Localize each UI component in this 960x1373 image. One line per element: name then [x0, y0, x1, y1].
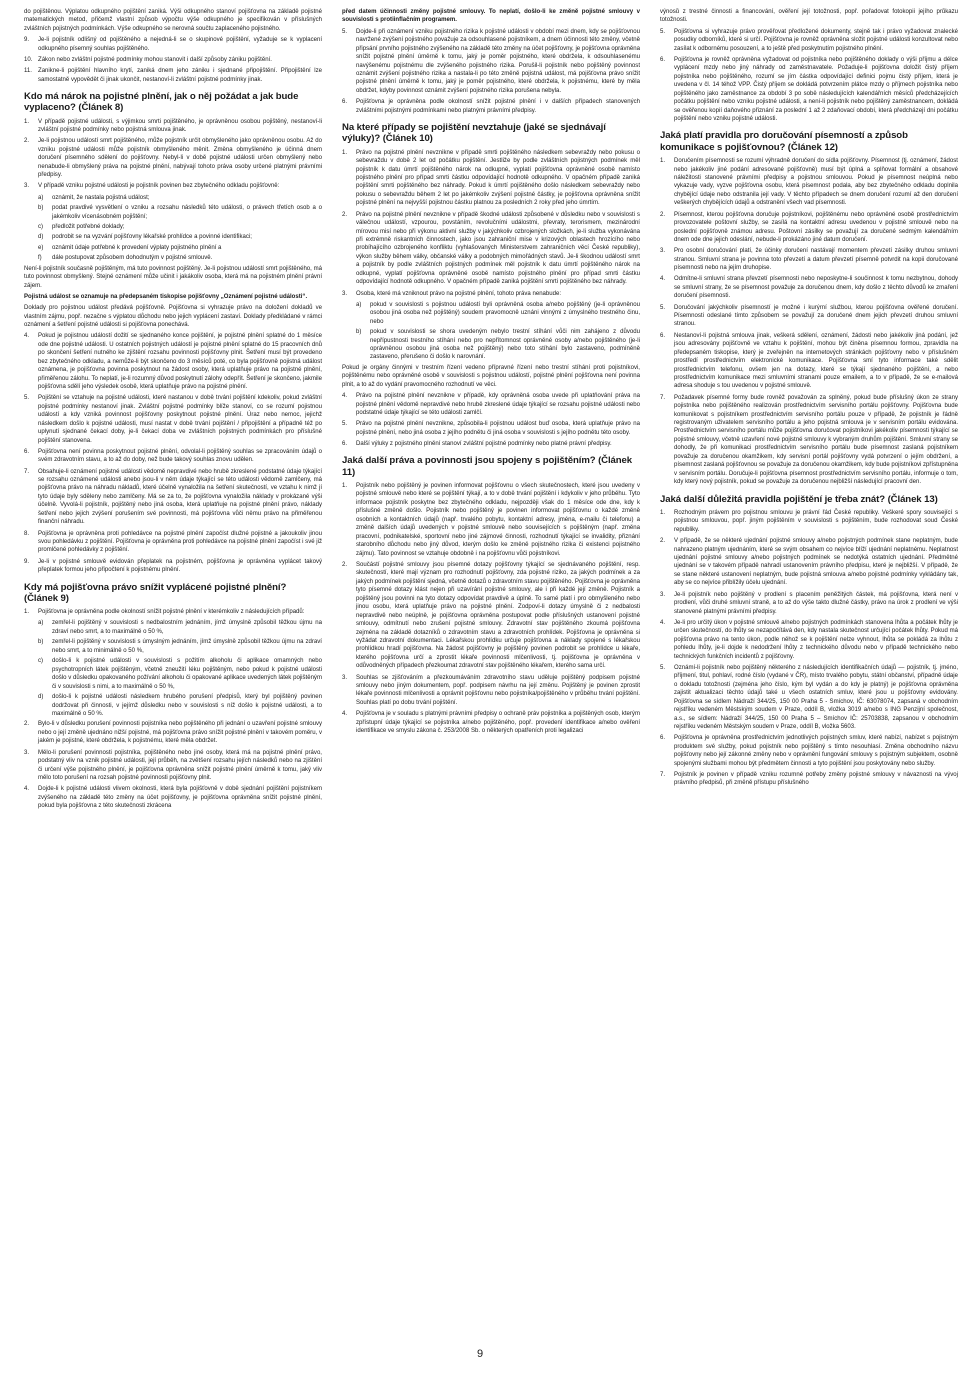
- list-item: [660, 537, 958, 588]
- item-number: 1.: [660, 158, 666, 165]
- item-text: Dojde-li při oznámení vzniku pojistného rizika k pojistné události v období mezi dnem, kdy se pojišťovnou navržené zvýšení pojistného považuje za odsouhlasené pojistníkem, a dnem účinnosti této změny, včetně připsání prvního pojistného zvýšeného na základě této změny na účet pojišťovny, je pojišťovna oprávněna snížit pojistné plnění úměrně k tomu, jaký je poměr pojistného, které obdržela, k odsouhlasenému navýšenému pojistnému dle zvýšeného pojistného rizika. Porušil-li pojistník nebo pojištěný povinnost oznámit zvýšení pojistného rizika a nastala-li po této změně pojistná událost, má pojišťovna právo snížit pojistné plnění úměrně k tomu, jaký je poměr pojistného, které obdržela, k pojistnému, které by měla obdržet, kdyby povinnost oznámit zvýšení pojistného rizika porušena nebyla.: [356, 28, 640, 94]
- item-text: Další výluky z pojistného plnění stanoví zvláštní pojistné podmínky nebo platné právní předpisy.: [356, 440, 612, 447]
- list-item: [342, 674, 640, 708]
- item-number: 1.: [24, 609, 30, 616]
- item-text: Zanikne-li pojištění hlavního krytí, zaniká dnem jeho zániku i sjednané připojištění. Připojištění lze samostatně vypovědět či jinak ukončit, nestanoví-li zvláštní pojistné podmínky jinak.: [38, 68, 322, 83]
- item-text: Osoba, které má vzniknout právo na pojistné plnění, tohoto práva nenabude:: [356, 290, 562, 297]
- item-number: 5.: [660, 664, 666, 671]
- sub-item-letter: a): [356, 301, 362, 308]
- item-number: 7.: [660, 771, 666, 778]
- item-number: 5.: [24, 395, 30, 402]
- list-item: [660, 211, 958, 245]
- item-number: 2.: [660, 211, 666, 218]
- sub-item-text: oznámit, že nastala pojistná událost;: [52, 194, 150, 201]
- item-text: Pojišťovna je oprávněna prostřednictvím jednotlivých pojistných smluv, které nabízí, nabízet s pojistným produktem své služby, pokud pojistník nebo pojištěný s tímto nesouhlasí. Změna obchodního názvu pojišťovny nebo její zákonné změny nebo v oprávnění fungování smlouvy s pojistným subjektem, osobně spojenými službami mohou být předmětem činnosti a tyto pojištění jsou poskytovány nebo služby.: [674, 735, 958, 767]
- item-text: Pro osobní doručování platí, že účinky doručení nastávají momentem převzetí zásilky druhou smluvní stranou. Smluvní strana je povinna toto převzetí a datum převzetí písemně potvrdit na kopii doručované písemnosti nebo na jejím druhopise.: [674, 248, 958, 272]
- section-heading-article-12: Jaká platí pravidla pro doručování písemností a způsob komunikace s pojišťovnou? (Článek 12): [660, 130, 908, 153]
- list-item: [342, 98, 640, 115]
- item-text: Pokud je pojistnou událostí dožití se sjednaného konce pojištění, je pojistné plnění splatné do 1 měsíce ode dne pojistné události. U ostatních pojistných událostí je pojistné plnění splatné do 15 pracovních dnů po skončení šetření nutného ke zjištění rozsahu povinnosti pojišťovny plnit. Šetření musí být provedeno bez zbytečného odkladu, a nemůže-li být skončeno do 3 měsíců poté, co byla pojišťovně pojistná událost oznámena, je pojišťovna povinna poskytnout na žádost osoby, která uplatňuje právo na pojistné plnění, přiměřenou zálohu. To neplatí, je-li rozumný důvod poskytnutí zálohy odepřít. Šetření je skončeno, jakmile pojišťovna sdělí jeho výsledek osobě, která uplatňuje právo na pojistné plnění.: [38, 333, 322, 391]
- column-middle: [342, 8, 640, 1326]
- list-item: [24, 332, 322, 391]
- item-list: [660, 28, 958, 124]
- item-number: 1.: [660, 509, 666, 516]
- item-list: [660, 509, 958, 788]
- sub-list-item: [38, 638, 322, 655]
- sub-list-item: [38, 233, 322, 241]
- item-number: 2.: [342, 561, 348, 568]
- list-item: [660, 394, 958, 487]
- sub-list-item: [38, 254, 322, 262]
- item-text: Pojišťovna není povinna poskytnout pojistné plnění, odvolal-li pojištěný souhlas se zpracováním údajů o svém zdravotním stavu, a to až do doby, než bude takový souhlas znovu udělen.: [38, 448, 322, 464]
- item-text: Je-li v pojistné smlouvě evidován přeplatek na pojistném, pojišťovna je oprávněna vyplácet takový přeplatek formou jeho připočtení k pojistnému plnění.: [38, 558, 322, 574]
- paragraph: před datem účinnosti změny pojistné smlouvy. To neplatí, došlo-li ke změně pojistné smlouvy v souvislosti s protiinflačním programem.: [342, 9, 640, 24]
- section-heading-article-8: Kdo má nárok na pojistné plnění, jak o něj požádat a jak bude vyplaceno? (Článek 8): [24, 91, 299, 114]
- item-number: 4.: [342, 393, 348, 400]
- paragraph: Doklady pro pojistnou událost předává pojišťovně. Pojišťovna si vyhrazuje právo na doložení dokladů ve vlastním zájmu, popř. nezačne s výplatou důchodu nebo jejich vyplácení zastaví. Doklady předkládané v rámci oznámení a šetření pojistné události si pojišťovna ponechává.: [24, 305, 322, 329]
- list-item: [24, 182, 322, 190]
- sub-item-text: podat pravdivé vysvětlení o vzniku a rozsahu následků této události, o právech třetích osob a o jakémkoliv vícenásobném pojištění;: [52, 205, 322, 220]
- item-text: Pojistník je povinen v případě vzniku rozumné potřeby změny pojistné smlouvy v návaznosti na vývoj právního předpisů, při změně přístupu příslušného: [674, 771, 958, 787]
- sub-list-item: [38, 204, 322, 221]
- section-heading-article-11: Jaká další práva a povinnosti jsou spojeny s pojištěním? (Článek 11): [342, 455, 633, 478]
- section-heading-article-9: Kdy má pojišťovna právo snížit vyplácené pojistné plnění? (Článek 9): [24, 581, 287, 604]
- list-item: [342, 561, 640, 671]
- sub-item-text: podrobit se na vyzvání pojišťovny lékařské prohlídce a povinné identifikaci;: [52, 234, 252, 241]
- list-item: [24, 749, 322, 783]
- item-list: [342, 482, 640, 736]
- item-text: Rozhodným právem pro pojistnou smlouvu je právní řád České republiky. Veškeré spory související s pojistnou smlouvou, popř. jiným pojištěním v souvislosti s pojištěním, bude rozhodovat soud České republiky.: [674, 509, 958, 533]
- sub-list-item: [356, 301, 640, 326]
- item-number: 11.: [24, 68, 32, 75]
- item-number: 4.: [24, 786, 30, 793]
- item-text: Mělo-li porušení povinnosti pojistníka, pojištěného nebo jiné osoby, která má na pojistné plnění právo, podstatný vliv na vznik pojistné události, její průběh, na zvětšení rozsahu jejích následků nebo na zjištění či určení výše pojistného plnění, je pojišťovna oprávněna snížit pojistné plnění úměrně k tomu, jaký vliv mělo toto porušení na rozsah pojistné povinnosti pojišťovny plnit.: [38, 749, 322, 781]
- item-text: Zákon nebo zvláštní pojistné podmínky mohou stanovit i další způsoby zániku pojištění.: [38, 56, 272, 63]
- item-list: [342, 392, 640, 448]
- sub-item-letter: b): [38, 639, 44, 646]
- item-text: Pojištění se vztahuje na pojistné události, které nastanou v době trvání pojištění kdekoliv, pokud zvláštní pojistné podmínky nestanoví jinak. Zvláštní pojistné podmínky blíže stanoví, co se rozumí pojistnou událostí a kdy vzniká povinnost pojišťovny poskytnout pojistné plnění. Úraz nebo nemoc, jejichž následkem došlo k pojistné události, musí nastat v době trvání pojištění / připojištění a případně též po uplynutí sjednané čekací doby, je-li čekací doba ve zvláštních pojistných podmínkách pro příslušné pojištění stanovena.: [38, 395, 322, 444]
- item-number: 5.: [342, 28, 348, 35]
- item-text: Doručením písemnosti se rozumí výhradně doručení do sídla pojišťovny. Písemnost (tj. oznámení, žádost nebo jakékoliv jiné podání adresované pojišťovně) musí být úplná a splňovat formální a obsahové náležitosti stanovené právními předpisy a pojistnou smlouvou. Pokud je písemnost neúplná nebo vykazuje vady, vyzve pojišťovna osobu, která písemnost podala, aby bez zbytečného odkladu doplnila chybějící údaje nebo odstranila její vady. V těchto případech se dnem doručení rozumí až den doručení veškerých chybějících údajů a odstranění všech vad písemnosti.: [674, 158, 958, 207]
- sub-item-text: pokud v souvislosti s pojistnou událostí byli oprávněná osoba a/nebo pojištěný (je-li oprávněnou osobou jiná osoba než pojištěný) soudem pravomocně uznáni vinnými z úmyslného trestného činu, nebo: [370, 301, 640, 325]
- item-list: [24, 36, 322, 84]
- section-heading-article-13: Jaká další důležitá pravidla pojištění je třeba znát? (Článek 13): [660, 493, 938, 505]
- item-text: V případě vzniku pojistné události je pojistník povinen bez zbytečného odkladu pojišťovně:: [38, 183, 280, 190]
- item-text: Právo na pojistné plnění nevznikne v případě škodné události způsobené v důsledku nebo v souvislosti s válečnou událostí, vzpourou, povstáním, revolučními událostmi, převraty, terorismem, mezinárodní mírovou misí nebo při výkonu aktivní služby v jakýchkoliv ozbrojených složkách, je-li služba vykonávána při extrémně riskantních činnostech, jako jsou zahraniční mise v krizových oblastech hrozícího nebo probíhajícího ozbrojeného konfliktu (vyhlašovaných Ministerstvem zahraničních věcí České republiky), výkon služby během války, občanské války a podobných mimořádných stavů. Je-li škodnou událostí smrt a pojistník by podle zvláštních pojistných podmínek měl pojistník k datu úmrtí pojištěného nárok na odkupné, vyplatí pojišťovna oprávněné osobě namísto pojistného plnění pro případ smrti částku odpovídající hodnotě odkupného. V opačném případě zaniká pojištění smrti pojištěného bez náhrady.: [356, 211, 640, 286]
- item-text: Pojistník nebo pojištěný je povinen informovat pojišťovnu o všech skutečnostech, které jsou uvedeny v pojistné smlouvě nebo které se pojištění týkají, a to v době trvání pojištění i kdykoliv v jeho průběhu. Tyto informace pojistník poskytne bez zbytečného odkladu, nejpozději však do 1 měsíce ode dne, kdy k příslušné změně došlo. Pojistník nebo pojištěný je povinen informovat pojišťovnu o každé změně osobních a kontaktních údajů (např. trvalého pobytu, kontaktní adresy, jména, e-mailu či telefonu) a změně dalších údajů uvedených v pojistné smlouvě nebo souvisejících s pojištěným (např. změna pracovní, podnikatelské, sportovní nebo jiné zájmové činnosti, rozhodnutí týkající se invalidity, přiznání starobního důchodu nebo jiný důvod, kterým došlo ke změně pojistného rizika či existenci pojistného zájmu). Tato povinnost se vztahuje obdobně i na pojišťovnu vůči pojistníkovi.: [356, 483, 640, 557]
- item-text: Součástí pojistné smlouvy jsou písemné dotazy pojišťovny týkající se sjednávaného pojištění, resp. skutečností, které mají význam pro rozhodnutí pojišťovny, zda pojistné riziko, za jakých podmínek a za jakých podmínek pojištění sjedná, včetně dotazů o zdravotním stavu pojištěného. Pojišťovna je oprávněna tyto písemné dotazy klást nejen při uzavírání pojistné smlouvy, ale i při každé její změně. Pojistník a pojištěný jsou povinni na tyto dotazy odpovídat pravdivě a úplně. To samé platí i pro obmyšleného nebo jinou osobu, která uplatňuje právo na pojistné plnění. Zodpoví-li dotazy úmyslně či z nedbalosti nepravdivě nebo neúplně, je pojišťovna oprávněna postupovat podle příslušných ustanovení pojistné smlouvy, odmítnutí nebo zrušení pojistné smlouvy. Zdravotní stav pojištěného zkoumá pojišťovna zejména na základě dotazníků o zdravotním stavu a zdravotních prohlídek. Pojišťovna je oprávněna si vyžádat zdravotní dokumentaci. Lékařskou prohlídku určuje pojišťovna a náklady spojené s lékařskou prohlídkou hradí pojišťovna. Na žádost pojišťovny je pojištěný povinen podrobit se prohlídce u lékaře, kterého pojišťovna určí a zprostit lékaře povinnosti mlčenlivosti, tj. pojišťovna je oprávněna v odůvodněných případech přezkoumat zdravotní stav pojištěného lékařem, kterého sama určí.: [356, 561, 640, 670]
- item-number: 3.: [660, 591, 666, 598]
- list-item: [24, 448, 322, 465]
- item-text: V případě, že se některé ujednání pojistné smlouvy a/nebo pojistných podmínek stane neplatným, bude nahrazeno platným ujednáním, které se svým obsahem co nejvíce blíží ujednání neplatnému. Neplatnost ujednání pojistné smlouvy a/nebo pojistných podmínek se nedotýká ostatních ujednání. Předmětné ujednání se v takovém případě nahradí ustanovením právního předpisu, které je nejbližší. V případě, že se stane některé ustanovení neplatným, bude pojistná smlouva a/nebo pojistné podmínky vykládány tak, aby se co nejvíce přiblížily účelu ujednání.: [674, 538, 958, 587]
- item-number: 1.: [24, 118, 30, 125]
- item-text: Oznámí-li pojistník nebo pojištěný některého z následujících identifikačních údajů — pojistník, tj. jméno, příjmení, titul, pohlaví, rodné číslo (vydané v ČR), místo trvalého pobytu, státní občanství, případně údaje o dokladu totožnosti (zejména jeho číslo, kým byl vydán a do kdy je platný) je pojišťovna oprávněna zajistit aktualizaci těchto údajů také u všech ostatních smluv, které jsou u pojišťovny evidovány. Pojišťovna se sídlem Nádraží 344/25, 150 00 Praha 5 - Smíchov, IČ: 63078074, zapsaná v obchodním rejstříku vedeném Městským soudem v Praze, oddíl B, vložka 3019 a/nebo s ING Penzijní společnost, a.s., se sídlem: Nádraží 344/25, 150 00 Praha 5 – Smíchov IČ: 25703838, zapsanou v obchodním rejstříku vedeném Městským soudem v Praze, oddíl B, vložka 5603.: [674, 664, 958, 731]
- list-item: [342, 420, 640, 437]
- list-item: [24, 558, 322, 575]
- item-number: 5.: [660, 304, 666, 311]
- item-number: 6.: [660, 735, 666, 742]
- sub-item-letter: f): [38, 255, 42, 262]
- list-item: [660, 304, 958, 329]
- item-text: V případě pojistné události, s výjimkou smrti pojištěného, je oprávněnou osobou pojištěný, nestanoví-li zvláštní pojistné podmínky nebo pojistná smlouva jinak.: [38, 118, 322, 134]
- paragraph-bold: Pojistná událost se oznamuje na předepsaném tiskopise pojišťovny „Oznámení pojistné události“.: [24, 293, 308, 300]
- item-list: [342, 28, 640, 115]
- list-item: [24, 720, 322, 745]
- item-text: Právo na pojistné plnění nevznikne v případě, kdy oprávněná osoba uvede při uplatňování práva na pojistné plnění vědomě nepravdivé nebo hrubě zkreslené údaje týkající se rozsahu pojistné události nebo podstatné údaje týkající se této události zamlčí.: [356, 393, 640, 416]
- sub-list-item: [356, 328, 640, 362]
- item-number: 4.: [342, 711, 348, 718]
- list-item: [24, 137, 322, 179]
- sub-item-letter: d): [38, 694, 44, 701]
- item-number: 1.: [342, 149, 348, 156]
- sub-item-letter: c): [38, 658, 44, 665]
- sub-list-item: [38, 657, 322, 691]
- list-item: [660, 509, 958, 534]
- list-item: [342, 440, 640, 448]
- item-text: Je-li pro určitý úkon v pojistné smlouvě a/nebo pojistných podmínkách stanovena lhůta a počátek lhůty je určen skutečností, do lhůty se nezapočítává den, kdy nastala skutečnost určující počátek lhůty. Pokud má pojišťovna právo na tento úkon, podle něhož se k pojištění nelze vyhnout, lhůta se pokládá za lhůtu z pohledu lhůty, je-li dojde k nedodržení lhůty z technického důvodu nebo v případě technického nebo technických funkčních incidentů z pojišťovny.: [674, 619, 958, 660]
- item-text: Je-li pojistník odlišný od pojištěného a nejedná-li se o skupinové pojištění, vyžaduje se k vyplacení odkupného písemný souhlas pojištěného.: [38, 37, 322, 52]
- list-item: [342, 149, 640, 208]
- sub-list-item: [38, 223, 322, 231]
- item-number: 2.: [24, 721, 30, 728]
- sub-item-letter: b): [38, 205, 44, 212]
- item-text: Nestanoví-li pojistná smlouva jinak, veškerá sdělení, oznámení, žádosti nebo jakékoliv jiná podání, jež jsou adresovány pojišťovně ve vztahu k pojištění, mohou být činěna písemnou formou, zpravidla na předepsaném tiskopise, který je zveřejněn na internetových stránkách pojišťovny nebo v příslušném prostředí prostřednictvím elektronické komunikace. Pojišťovna smí tyto informace také sdělit prostřednictvím telefonu, ovšem jen na dotazy, které se týkají sjednaného pojištění, a nebo prostřednictvím komunikace mezi smluvními stranami pouze emailem, a to v případě, že se e-mailová adresa shoduje s tou uvedenou v pojistné smlouvě.: [674, 332, 958, 390]
- item-list: [342, 149, 640, 298]
- item-text: Dojde-li k pojistné události vlivem okolnosti, která byla pojišťovně v době sjednání pojištění pojistníkem zvýšeného na základě této změny na účet pojišťovny, je pojišťovna oprávněna snížit pojistné plnění, pokud byla pojišťovna z této skutečnosti zkrácena: [38, 786, 322, 810]
- item-number: 2.: [342, 211, 348, 218]
- item-text: Pojišťovna si vyhrazuje právo prověřovat předložené dokumenty, stejně tak i právo vyžadovat znalecké posudky odborníků, které si určí. Pojišťovna je rovněž oprávněna složit pojistné události konzultovat nebo zasílat k odbornému posouzení, a to ještě před poskytnutím pojistného plnění.: [674, 28, 958, 52]
- item-text: Obsahuje-li oznámení pojistné události vědomě nepravdivé nebo hrubě zkreslené podstatné údaje týkající se rozsahu oznámené události anebo jsou-li v něm údaje týkající se této události vědomě zamlčeny, má pojišťovna právo na náhradu nákladů, které účelně vynaložila na šetření skutečností, ve vztahu k nimž jí tyto údaje byly sděleny nebo zamlčeny. Má se za to, že pojišťovna vynaložila náklady v prokázané výši účelně. Vyvolá-li pojistník, pojištěný nebo jiná osoba, která uplatňuje na pojistné plnění právo, náklady šetření nebo jejich zvýšení porušením své povinnosti, má pojišťovna vůči němu právo na přiměřenou finanční náhradu.: [38, 468, 322, 526]
- item-number: 8.: [24, 530, 30, 537]
- list-item: [24, 36, 322, 53]
- sub-item-text: dále postupovat způsobem dohodnutým v pojistné smlouvě.: [52, 255, 213, 262]
- item-text: Pojišťovna je oprávněna podle okolností snížit pojistné plnění i v dalších případech stanovených zvláštními pojistnými podmínkami nebo platnými právními předpisy.: [356, 99, 640, 114]
- item-list: [24, 720, 322, 810]
- sub-item-letter: c): [38, 224, 44, 231]
- list-item: [24, 468, 322, 527]
- sub-item-letter: e): [38, 244, 44, 251]
- item-number: 6.: [24, 448, 30, 455]
- sub-item-text: zemřel-li pojištěný v souvislosti s úmyslným jednáním, jímž úmyslně způsobil těžkou újmu na zdraví nebo smrt, a to minimálně o 50 %,: [52, 639, 322, 654]
- item-number: 7.: [24, 468, 30, 475]
- item-text: Pojišťovna je v souladu s platnými právními předpisy o ochraně práv pojistníka a pojištěných osob, kterým zpřístupní údaje týkající se pojistníka a/nebo pojištěného, popř. provedení identifikace a/nebo ověření identifikace ve smyslu zákona č. 253/2008 Sb. o některých opatřeních proti legalizaci: [356, 711, 640, 735]
- sub-item-letter: a): [38, 620, 44, 627]
- sub-item-list: [342, 301, 640, 362]
- list-item: [342, 710, 640, 735]
- item-number: 4.: [660, 619, 666, 626]
- item-number: 5.: [342, 421, 348, 428]
- item-number: 7.: [660, 394, 666, 401]
- item-text: Pojišťovna je oprávněna proti pohledávce na pojistné plnění započíst dlužné pojistné a jakoukoliv jinou svou pohledávku z pojištění. Pojišťovna je oprávněna proti pohledávce na pojistné plnění započíst i své již promlčené pohledávky z pojištění.: [38, 530, 322, 554]
- sub-item-text: zemřel-li pojištěný v souvislosti s nedbalostním jednáním, jímž úmyslně způsobil těžkou újmu na zdraví nebo smrt, a to maximálně o 50 %,: [52, 620, 322, 635]
- list-item: [660, 275, 958, 300]
- list-item: [24, 394, 322, 445]
- list-item: [342, 211, 640, 287]
- list-item: [660, 619, 958, 661]
- list-item: [660, 332, 958, 391]
- sub-list-item: [38, 619, 322, 636]
- list-item: [660, 771, 958, 788]
- item-text: Právo na pojistné plnění nevznikne v případě smrti pojištěného následkem sebevraždy nebo pokusu o sebevraždu v době 2 let od počátku pojištění. Jestliže by podle zvláštních pojistných podmínek měl pojistník k datu úmrtí pojištěného nárok na odkupné, vyplatí pojišťovna oprávněné osobě namísto pojistného plnění pro případ smrti částku odpovídající hodnotě odkupného. V opačném případě zaniká pojištění smrti pojištěného bez náhrady. Pokud k úmrtí pojištěného došlo následkem sebevraždy nebo pokusu o sebevraždu během 2 let po jakémkoliv zvýšení pojistné částky, je pojišťovna oprávněna snížit pojistné plnění na nejvyšší pojistnou částku platnou za posledních 2 roky před jeho úmrtím.: [356, 149, 640, 207]
- paragraph: Není-li pojistník současně pojištěným, má tuto povinnost pojištěný. Je-li pojistnou událostí smrt pojištěného, má tuto povinnost obmyšlený. Stejné oznámení může učinit i jakákoliv osoba, která má na pojistném plnění právní zájem.: [24, 265, 322, 289]
- item-number: 3.: [342, 290, 348, 297]
- list-item: [660, 56, 958, 124]
- item-text: Písemnost, kterou pojišťovna doručuje pojistníkovi, pojištěnému nebo oprávněné osobě prostřednictvím provozovatele poštovní služby, se zasílá na kontaktní adresu uvedenou v pojistné smlouvě nebo na poslední pojišťovně známou adresu. Poštovní zásilky se považují za doručené sedmým kalendářním dnem ode dne jejich odeslání, nebude-li prokázáno jiné datum doručení.: [674, 211, 958, 243]
- paragraph: Pokud je orgány činnými v trestním řízení vedeno přípravné řízení nebo trestní stíhání proti pojistníkovi, pojištěnému nebo oprávněné osobě v souvislosti s pojistnou událostí, pojistné plnění pojišťovna není povinna plnit, a to až do vydání pravomocného rozhodnutí ve věci.: [342, 364, 640, 388]
- list-item: [24, 608, 322, 616]
- paragraph: výnosů z trestné činnosti a financování, ověření její totožnosti, popř. pořadovat fotokopii jejího průkazu totožnosti.: [660, 9, 958, 24]
- paragraph: do pojištěnou. Výplatou odkupného pojištění zaniká. Výši odkupného stanoví pojišťovna na základě pojistné matematických metod, přičemž vlastní způsob výpočtu výše odkupného je specifikován v příslušných zvláštních pojistných podmínkách. Výše odkupného se nerovná součtu zaplaceného pojistného.: [24, 9, 322, 32]
- item-number: 2.: [660, 538, 666, 545]
- three-column-layout: [24, 8, 958, 1326]
- item-number: 2.: [24, 138, 30, 145]
- item-number: 3.: [342, 674, 348, 681]
- sub-item-letter: d): [38, 234, 44, 241]
- item-text: Bylo-li v důsledku porušení povinnosti pojistníka nebo pojištěného při jednání o uzavření pojistné smlouvy nebo o její změně ujednáno nižší pojistné, má pojišťovna právo snížit pojistné plnění v takovém poměru, v jakém je pojistné, které obdržela, k pojistnému, které měla obdržet.: [38, 721, 322, 745]
- sub-list-item: [38, 194, 322, 202]
- item-number: 5.: [660, 28, 666, 35]
- list-item: [660, 664, 958, 732]
- list-item: [660, 28, 958, 53]
- sub-item-list: [24, 194, 322, 263]
- column-right: [660, 8, 958, 1326]
- item-number: 3.: [24, 183, 30, 190]
- sub-list-item: [38, 244, 322, 252]
- item-number: 1.: [342, 483, 348, 490]
- item-number: 4.: [660, 276, 666, 283]
- item-text: Souhlas se zjišťováním a přezkoumáváním zdravotního stavu uděluje pojištěný podpisem pojistné smlouvy nebo jiným dokumentem, popř. podpisem návrhu na její změnu. Pojištěný je povinen zprostit lékaře povinnosti mlčenlivosti a oprávnit pojišťovnu nebo pojistníka/pojištěného v průběhu trvání pojištění. Souhlas platí po dobu trvání pojištění.: [356, 674, 640, 706]
- list-item: [660, 247, 958, 272]
- item-text: Je-li pojistnou událostí smrt pojištěného, může pojistník určit obmyšleného jako oprávněnou osobu. Až do vzniku pojistné události může pojistník obmyšleného měnit. Změna obmyšleného je účinná dnem doručení písemného sdělení do pojišťovny. Nebyl-li v době pojistné události určen obmyšlený nebo nenabude-li obmyšlený práva na pojistné plnění, nabývají tohoto práva osoby určené platnými právními předpisy.: [38, 138, 322, 179]
- item-text: Pojišťovna je oprávněna podle okolností snížit pojistné plnění v kterémkoliv z následujících případů:: [38, 609, 305, 616]
- item-text: Je-li pojistník nebo pojištěný v prodlení s placením peněžitých částek, má pojišťovna, která není v prodlení, vůči druhé smluvní straně, a to až do výše takto dlužné částky, právo na úrok z prodlení ve výši stanovené platnými právními předpisy.: [674, 591, 958, 615]
- item-text: Odmítne-li smluvní strana převzetí písemnosti nebo neposkytne-li součinnost k tomu nezbytnou, dohody se smluvní strany, že se písemnost považuje za doručenou dnem, kdy došlo z těchto důvodů ke zmaření doručení písemnosti.: [674, 276, 958, 300]
- item-number: 4.: [24, 333, 30, 340]
- sub-item-text: pokud v souvislosti se shora uvedeným nebylo trestní stíhání vůči nim zahájeno z důvodu nepřípustnosti trestního stíhání nebo pro nepřítomnost oprávněné osoby a/nebo pojištěného (je-li oprávněnou osobou jiná osoba než pojištěný) nebo toto stíhání bylo zastaveno, podmíněně zastaveno, přerušeno či došlo k narovnání.: [370, 329, 640, 361]
- item-number: 6.: [342, 99, 348, 106]
- item-number: 3.: [660, 248, 666, 255]
- page-number: 9: [476, 1348, 484, 1360]
- list-item: [24, 118, 322, 135]
- item-number: 9.: [24, 37, 30, 44]
- list-item: [660, 734, 958, 768]
- list-item: [24, 785, 322, 810]
- list-item: [342, 482, 640, 558]
- item-number: 9.: [24, 558, 30, 565]
- sub-item-text: předložit potřebné doklady;: [52, 224, 125, 231]
- item-number: 6.: [660, 332, 666, 339]
- list-item: [24, 56, 322, 64]
- item-text: Doručování jakýchkoliv písemností je možné i kurýrní službou, kterou pojišťovna ověřené doručení. Písemnosti odeslané tímto způsobem se považují za doručené dnem jejich převzetí druhou smluvní stranou.: [674, 304, 958, 328]
- sub-list-item: [38, 693, 322, 718]
- sub-item-text: oznámit údaje potřebné k provedení výplaty pojistného plnění a: [52, 244, 222, 251]
- list-item: [24, 530, 322, 555]
- sub-item-letter: b): [356, 329, 362, 336]
- item-text: Právo na pojistné plnění nevznikne, způsobila-li pojistnou událost buď osoba, která uplatňuje právo na pojistné plnění, nebo jiná osoba z jejího podnětu či jiná osoba v souvislosti s jejího podnětu této osoby.: [356, 421, 640, 436]
- column-left: [24, 8, 322, 1326]
- list-item: [342, 392, 640, 417]
- item-list: [24, 332, 322, 574]
- item-text: Pojišťovna je rovněž oprávněna vyžadovat od pojistníka nebo pojištěného doklady o výši příjmu a délce vyplácení mzdy nebo jiný náhrady od zaměstnavatele. Požaduje-li pojišťovna doložit čistý příjem pojistníka nebo pojištěného, rozumí se jím částka odpovídající definici pojmu čistý příjem, která je uvedena v čl. 14 téhož VPP. Čistý příjem se dokládá potvrzením plátce mzdy o příjmech pojistníka nebo pojištěného jako zaměstnance za období 3 po sobě následujících kalendářních měsíců předcházejících počátku pojištění nebo vzniku pojistné události, a není-li pojistník nebo pojištěný zaměstnancem, dokládá se ověřenou kopií daňového přiznání za poslední 1 až 2 zdaňovací období, která předcházejí dni počátku pojištění nebo vzniku pojistné události.: [674, 56, 958, 123]
- list-item: [660, 157, 958, 208]
- item-number: 3.: [24, 749, 30, 756]
- item-number: 10.: [24, 56, 33, 63]
- item-text: Požadavek písemné formy bude rovněž považován za splněný, pokud bude příslušný úkon ze strany pojistníka nebo pojištěného realizován prostřednictvím servisního portálu pojišťovny. Pojišťovna bude komunikovat s pojistníkem prostřednictvím servisního portálu pouze v případě, že pojistník je řádně registrovaným uživatelem servisního portálu a jeho pojistná smlouva je v servisním portálu evidována. Prostřednictvím servisního portálu může pojišťovna doručovat pojistníkovi jakékoliv písemnosti týkající se pojistné smlouvy, včetně uzavření nové pojistné smlouvy k vybraným druhům pojištění. Smluvní strany se dohodly, že při komunikaci prostřednictvím servisního portálu bude písemnost zaslaná pojistníkem považuje za doručenou okamžikem, kdy servisní portál pojišťovny vydá potvrzení o jejím obdržení, a písemnost zaslaná pojišťovnou se považuje za doručenou okamžikem, kdy bude pojistníkovi zpřístupněna v servisním portálu. Doručuje-li pojišťovna písemnost prostřednictvím servisního portálu, informuje o tom, kdy který nový pojistník, pokud se považuje za doručenou nejbližší následující pracovní den.: [674, 394, 958, 486]
- list-item: [342, 290, 640, 298]
- item-list: [24, 118, 322, 191]
- item-list: [660, 157, 958, 487]
- sub-item-text: došlo-li k pojistné události v souvislosti s požitím alkoholu či aplikace omamných nebo psychotropních látek pojištěným, včetně zneužití léku pojištěným, nebo pokud k pojistné události došlo v důsledku opakovaného požívání alkoholu či opakované aplikace uvedených látek pojištěným či v souvislosti s nimi, a to maximálně o 50 %,: [52, 658, 322, 690]
- section-heading-article-10: Na které případy se pojištění nevztahuje (jaké se sjednávají výluky)? (Článek 10): [342, 122, 606, 145]
- list-item: [660, 591, 958, 616]
- list-item: [24, 67, 322, 84]
- list-item: [342, 28, 640, 96]
- item-number: 6.: [660, 56, 666, 63]
- item-number: 6.: [342, 440, 348, 447]
- sub-item-text: došlo-li k pojistné události následkem hrubého porušení předpisů, který byl pojištěný povinen dodržovat při činnosti, v jejímž důsledku nebo v souvislosti s níž došlo k pojistné události, a to maximálně o 50 %.: [52, 694, 322, 718]
- sub-item-list: [24, 619, 322, 718]
- sub-item-letter: a): [38, 194, 44, 201]
